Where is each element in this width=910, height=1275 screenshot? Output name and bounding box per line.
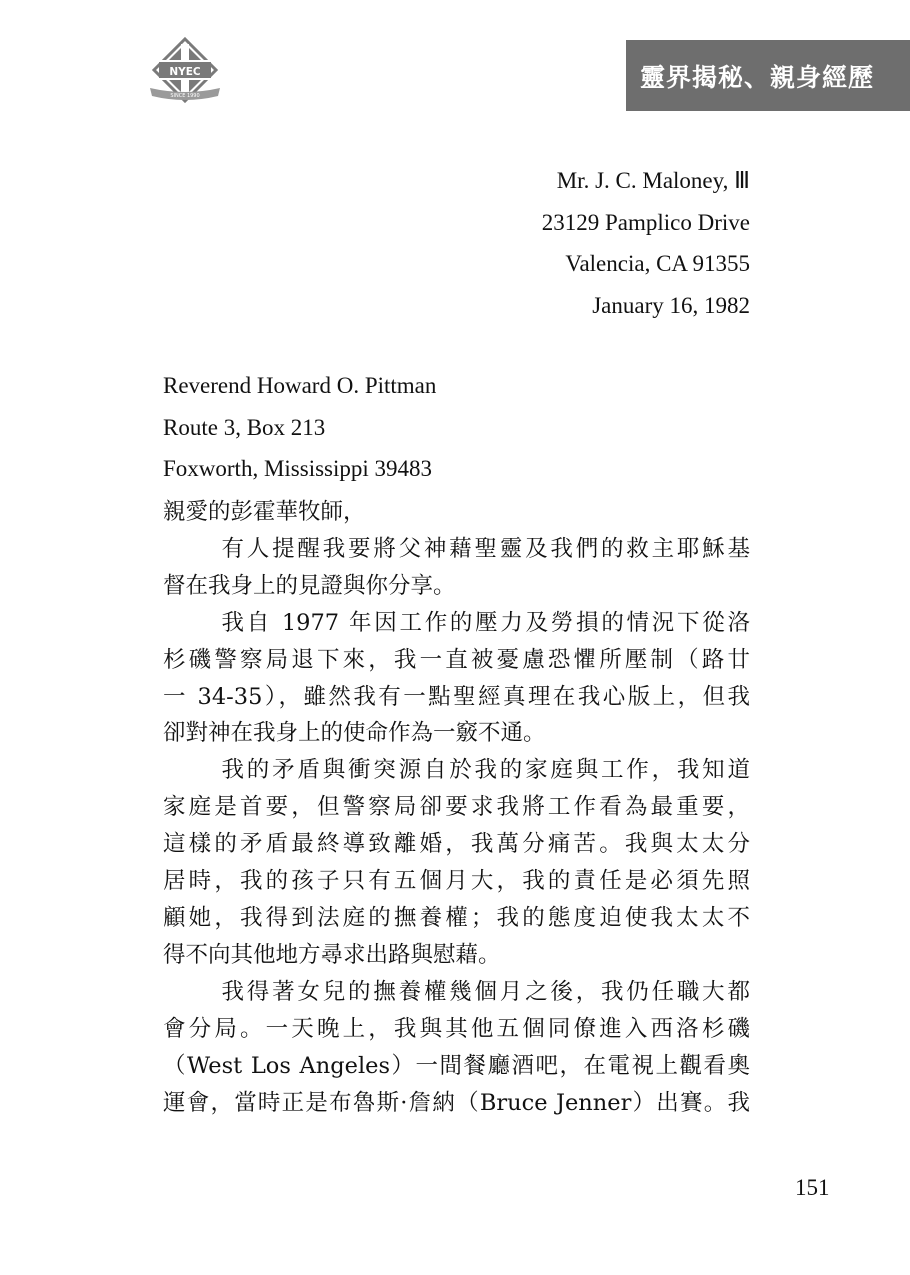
paragraph-line: 會分局。一天晚上，我與其他五個同僚進入西洛杉磯 <box>163 1015 750 1042</box>
section-title-banner <box>626 40 910 111</box>
paragraph-line: （West Los Angeles）一間餐廳酒吧，在電視上觀看奧 <box>163 1052 750 1079</box>
paragraph-line: 運會，當時正是布魯斯·詹納（Bruce Jenner）出賽。我 <box>163 1089 750 1116</box>
logo-since: SINCE 1990 <box>170 93 200 99</box>
sender-address <box>542 160 750 326</box>
nyec-logo-icon <box>146 36 224 108</box>
paragraph-line: 我得著女兒的撫養權幾個月之後，我仍任職大都 <box>221 978 750 1005</box>
paragraph-line: 一 34-35），雖然我有一點聖經真理在我心版上，但我 <box>163 683 750 710</box>
paragraph-line: 杉磯警察局退下來，我一直被憂慮恐懼所壓制（路廿 <box>163 646 750 673</box>
sender-city: Valencia, CA 91355 <box>565 251 750 276</box>
paragraph-line: 我自 1977 年因工作的壓力及勞損的情況下從洛 <box>221 609 750 636</box>
paragraph-3 <box>163 752 750 973</box>
paragraph-4 <box>163 974 750 1122</box>
sender-name: Mr. J. C. Maloney, Ⅲ <box>556 168 750 193</box>
paragraph-line: 督在我身上的見證與你分享。 <box>163 572 456 599</box>
paragraph-2 <box>163 605 750 753</box>
section-title: 靈界揭秘、親身經歷 <box>640 62 875 92</box>
paragraph-1 <box>163 531 750 605</box>
paragraph-line: 我的矛盾與衝突源自於我的家庭與工作，我知道 <box>221 757 750 784</box>
paragraph-line: 顧她，我得到法庭的撫養權；我的態度迫使我太太不 <box>163 904 750 931</box>
paragraph-line: 家庭是首要，但警察局卻要求我將工作看為最重要， <box>163 794 750 821</box>
logo-text: NYEC <box>169 66 201 78</box>
letter-date: January 16, 1982 <box>592 292 750 318</box>
paragraph-line: 得不向其他地方尋求出路與慰藉。 <box>163 941 501 968</box>
recipient-name: Reverend Howard O. Pittman <box>163 373 437 398</box>
letter-body <box>163 494 750 1121</box>
page-number: 151 <box>795 1175 830 1200</box>
nyec-logo <box>146 36 224 108</box>
recipient-route: Route 3, Box 213 <box>163 414 326 440</box>
paragraph-line: 居時，我的孩子只有五個月大，我的責任是必須先照 <box>163 868 750 895</box>
recipient-city: Foxworth, Mississippi 39483 <box>163 456 433 481</box>
paragraph-line: 卻對神在我身上的使命作為一竅不通。 <box>163 720 546 747</box>
recipient-address <box>163 365 436 490</box>
paragraph-line: 這樣的矛盾最終導致離婚，我萬分痛苦。我與太太分 <box>163 831 750 858</box>
paragraph-line: 有人提醒我要將父神藉聖靈及我們的救主耶穌基 <box>221 535 750 562</box>
salutation: 親愛的彭霍華牧師， <box>163 499 366 525</box>
sender-street: 23129 Pamplico Drive <box>541 209 750 235</box>
